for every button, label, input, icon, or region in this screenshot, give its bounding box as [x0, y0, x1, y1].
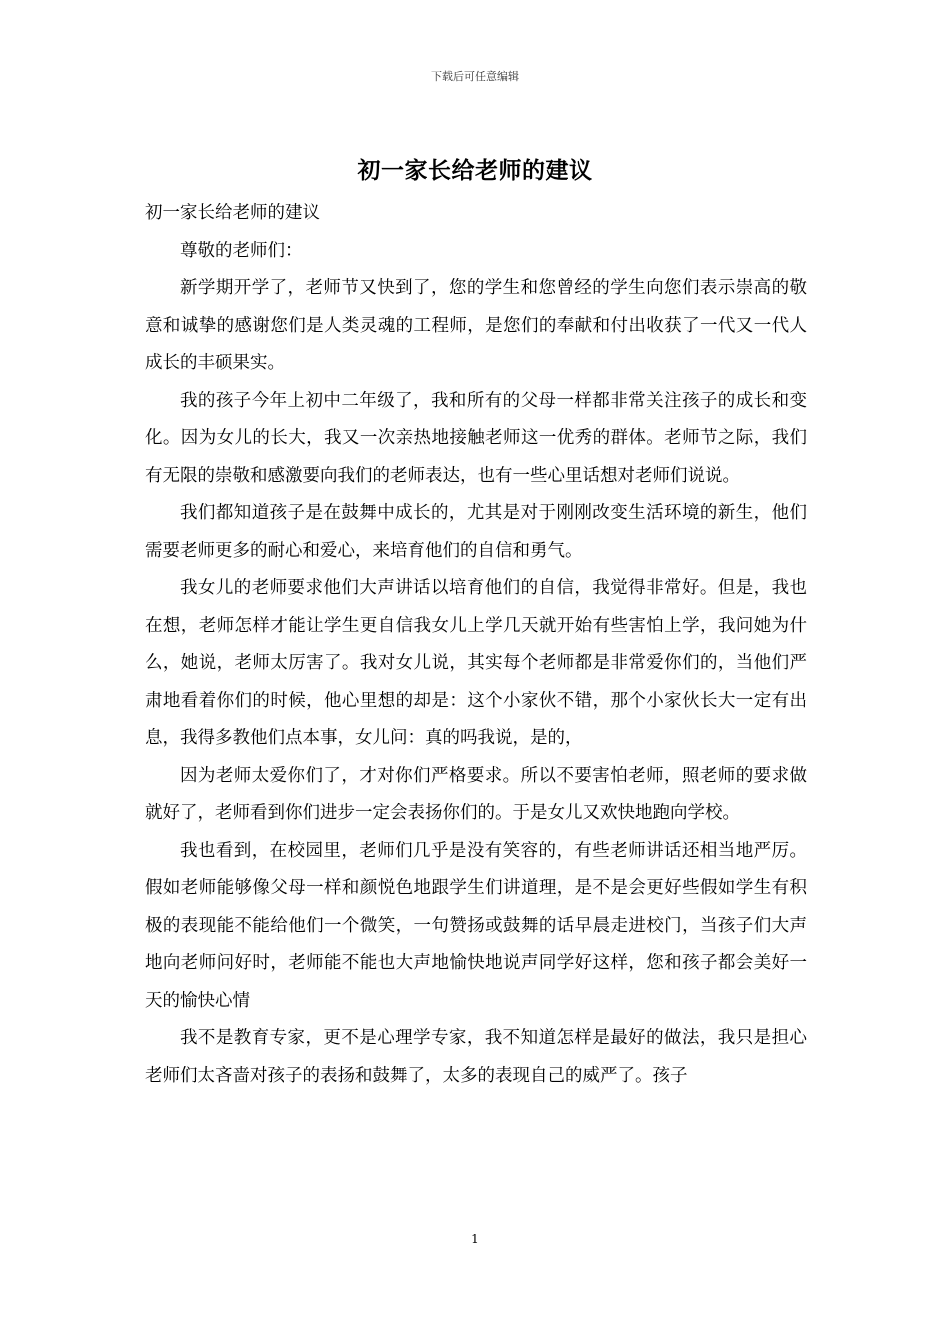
- document-title: 初一家长给老师的建议: [357, 157, 593, 184]
- header-note: 下载后可任意编辑: [431, 70, 519, 83]
- greeting-line: 尊敬的老师们：: [180, 240, 303, 261]
- paragraph-5: 因为老师太爱你们了，才对你们严格要求。所以不要害怕老师，照老师的要求做就好了，老师看到你们进步一定会表扬你们的。于是女儿又欢快地跑向学校。: [145, 765, 807, 823]
- paragraph-3: 我们都知道孩子是在鼓舞中成长的，尤其是对于刚刚改变生活环境的新生，他们需要老师更多的耐心和爱心，来培育他们的自信和勇气。: [145, 503, 807, 561]
- paragraph-4: 我女儿的老师要求他们大声讲话以培育他们的自信，我觉得非常好。但是，我也在想，老师怎样才能让学生更自信我女儿上学几天就开始有些害怕上学，我问她为什么，她说，老师太厉害了。我对女儿说，其实每个老师都是非常爱你们的，当他们严肃地看着你们的时候，他心里想的却是：这个小家伙不错，那个小家伙长大一定有出息，我得多教他们点本事，女儿问：真的吗我说，是的，: [145, 578, 807, 748]
- page-number: 1: [471, 1232, 479, 1246]
- paragraph-2: 我的孩子今年上初中二年级了，我和所有的父母一样都非常关注孩子的成长和变化。因为女儿的长大，我又一次亲热地接触老师这一优秀的群体。老师节之际，我们有无限的崇敬和感激要向我们的老师表达，也有一些心里话想对老师们说说。: [145, 390, 807, 486]
- paragraph-6: 我也看到，在校园里，老师们几乎是没有笑容的，有些老师讲话还相当地严厉。假如老师能够像父母一样和颜悦色地跟学生们讲道理，是不是会更好些假如学生有积极的表现能不能给他们一个微笑，一句赞扬或鼓舞的话早晨走进校门，当孩子们大声地向老师问好时，老师能不能也大声地愉快地说声同学好这样，您和孩子都会美好一天的愉快心情: [145, 840, 807, 1011]
- subtitle-line: 初一家长给老师的建议: [145, 203, 320, 223]
- paragraph-1: 新学期开学了，老师节又快到了，您的学生和您曾经的学生向您们表示崇高的敬意和诚挚的感谢您们是人类灵魂的工程师，是您们的奉献和付出收获了一代又一代人成长的丰硕果实。: [145, 278, 807, 373]
- document-body: [145, 195, 807, 1095]
- paragraph-7: 我不是教育专家，更不是心理学专家，我不知道怎样是最好的做法，我只是担心老师们太吝啬对孩子的表扬和鼓舞了，太多的表现自己的威严了。孩子: [145, 1028, 807, 1086]
